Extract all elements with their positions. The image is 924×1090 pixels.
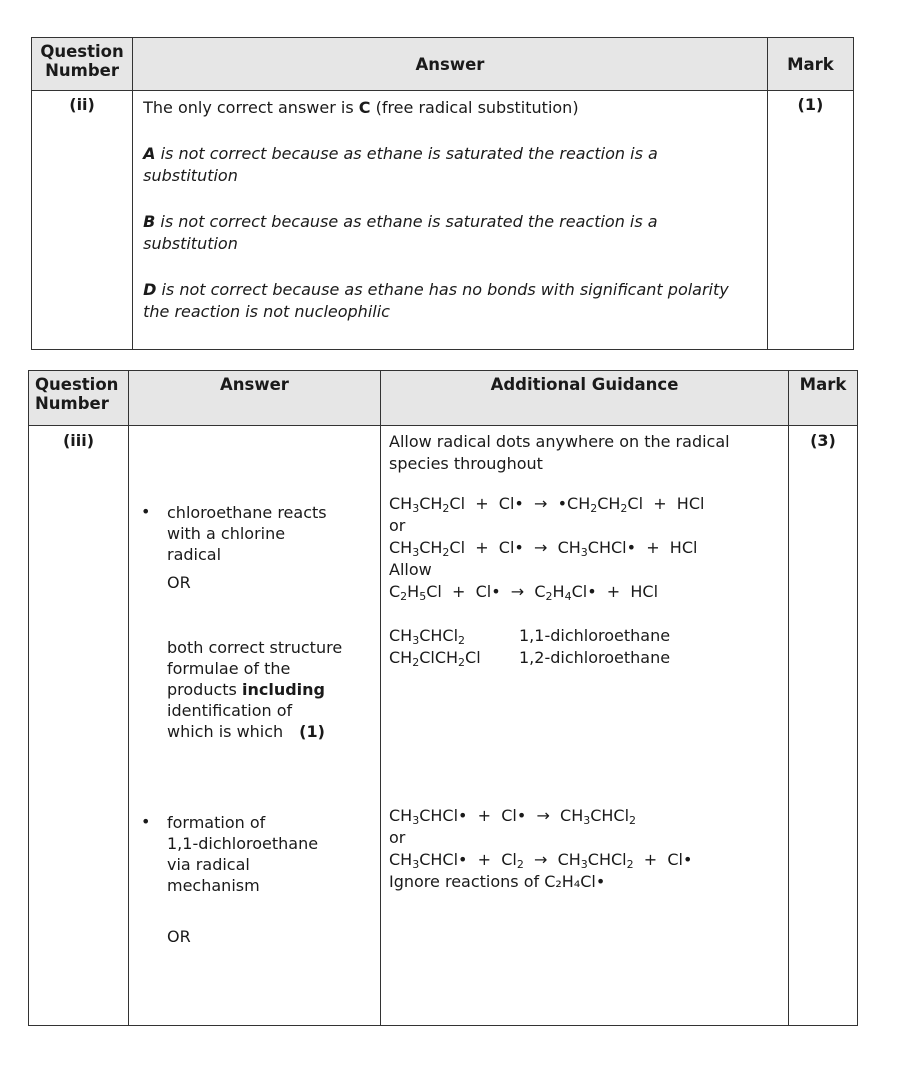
mark-value: (3) <box>789 426 858 1026</box>
header-question-number: Question Number <box>29 371 129 426</box>
header-answer: Answer <box>129 371 381 426</box>
header-answer: Answer <box>133 38 768 91</box>
reason-d: D is not correct because as ethane has no bonds with significant polarity the reaction is not nucleophilic <box>143 280 729 321</box>
table-row <box>32 91 854 350</box>
header-additional-guidance: Additional Guidance <box>381 371 789 426</box>
header-question-number: Question Number <box>32 38 133 91</box>
answer-cell <box>133 91 768 350</box>
header-mark: Mark <box>767 38 853 91</box>
mark-value: (1) <box>767 91 853 350</box>
mark-scheme-table-ii <box>31 37 854 350</box>
question-number: (iii) <box>29 426 129 1026</box>
bullet-icon: • <box>141 812 151 831</box>
answer-point-2: both correct structure formulae of the products including identification of which is which (1) <box>167 638 343 741</box>
additional-guidance-cell <box>381 426 789 1026</box>
bullet-icon: • <box>141 502 151 521</box>
answer-point-3: • formation of 1,1-dichloroethane via radical mechanism OR <box>129 812 380 947</box>
correct-answer-line: The only correct answer is C (free radical substitution) <box>143 98 579 117</box>
header-mark: Mark <box>789 371 858 426</box>
reason-b: B is not correct because as ethane is saturated the reaction is a substitution <box>143 212 658 253</box>
guidance-products: $CH_3CHCl_2$ 1,1-dichloroethane $CH_2ClCH_2Cl$ 1,2-dichloroethane <box>389 626 671 669</box>
guidance-equations-1: $CH_3CH_2Cl$ + Cl• → $•CH_2CH_2Cl$ + HCl or $CH_3CH_2Cl$ + Cl• → $CH_3CHCl•$ + HCl Allow $C_2H_5Cl$ + Cl• → $C_2H_4Cl•$ + HCl <box>389 494 705 603</box>
answer-cell <box>129 426 381 1026</box>
question-number: (ii) <box>32 91 133 350</box>
answer-point-1: • chloroethane reacts with a chlorine radical OR <box>129 502 380 593</box>
table-header-row <box>29 371 858 426</box>
guidance-allow-dots: Allow radical dots anywhere on the radical species throughout <box>389 432 730 473</box>
mark-scheme-table-iii <box>28 370 858 1026</box>
guidance-equations-2: $CH_3CHCl•$ + Cl• → $CH_3CHCl_2$ or $CH_3CHCl• + Cl_2$ → $CH_3CHCl_2$ + Cl• Ignore reactions of C₂H₄Cl• <box>389 806 693 891</box>
table-header-row <box>32 38 854 91</box>
reason-a: A is not correct because as ethane is saturated the reaction is a substitution <box>143 144 658 185</box>
table-row <box>29 426 858 1026</box>
